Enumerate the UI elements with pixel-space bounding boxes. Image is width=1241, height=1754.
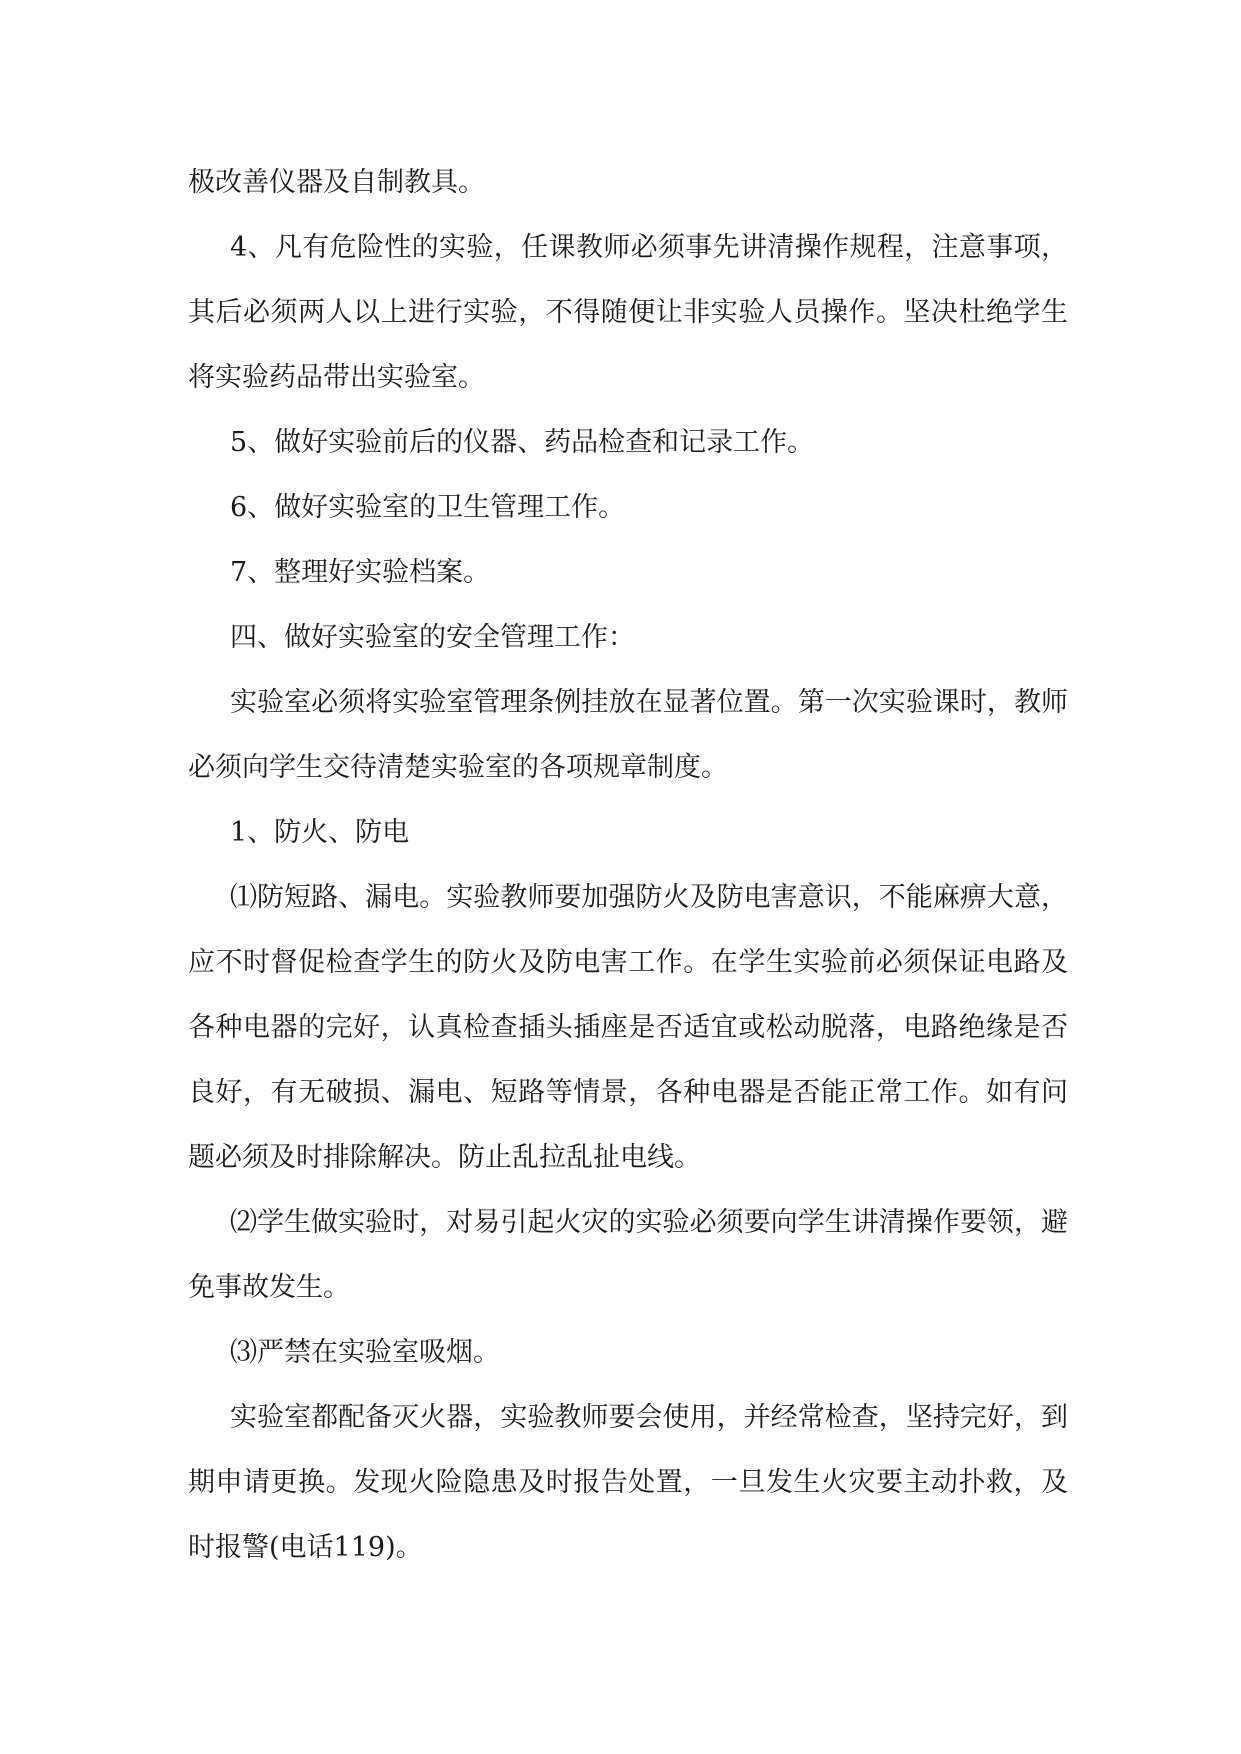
paragraph: 4、凡有危险性的实验，任课教师必须事先讲清操作规程，注意事项，其后必须两人以上进行实验，不得随便让非实验人员操作。坚决杜绝学生将实验药品带出实验室。 bbox=[188, 232, 1068, 393]
paragraph: 6、做好实验室的卫生管理工作。 bbox=[230, 492, 626, 523]
subsection-heading: 1、防火、防电 bbox=[230, 817, 410, 848]
paragraph: 极改善仪器及自制教具。 bbox=[188, 167, 485, 198]
paragraph: ⑴防短路、漏电。实验教师要加强防火及防电害意识，不能麻痹大意，应不时督促检查学生的防火及防电害工作。在学生实验前必须保证电路及各种电器的完好，认真检查插头插座是否适宜或松动脱落，电路绝缘是否良好，有无破损、漏电、短路等情景，各种电器是否能正常工作。如有问题必须及时排除解决。防止乱拉乱扯电线。 bbox=[188, 882, 1068, 1173]
paragraph: ⑵学生做实验时，对易引起火灾的实验必须要向学生讲清操作要领，避免事故发生。 bbox=[188, 1207, 1068, 1303]
document-body bbox=[188, 150, 1068, 1580]
section-heading: 四、做好实验室的安全管理工作： bbox=[230, 622, 635, 653]
paragraph: ⑶严禁在实验室吸烟。 bbox=[230, 1337, 500, 1368]
paragraph: 实验室都配备灭火器，实验教师要会使用，并经常检查，坚持完好，到期申请更换。发现火险隐患及时报告处置，一旦发生火灾要主动扑救，及时报警(电话119)。 bbox=[188, 1402, 1068, 1563]
paragraph: 7、整理好实验档案。 bbox=[230, 557, 491, 588]
paragraph: 5、做好实验前后的仪器、药品检查和记录工作。 bbox=[230, 427, 815, 458]
paragraph: 实验室必须将实验室管理条例挂放在显著位置。第一次实验课时，教师必须向学生交待清楚实验室的各项规章制度。 bbox=[188, 687, 1068, 783]
